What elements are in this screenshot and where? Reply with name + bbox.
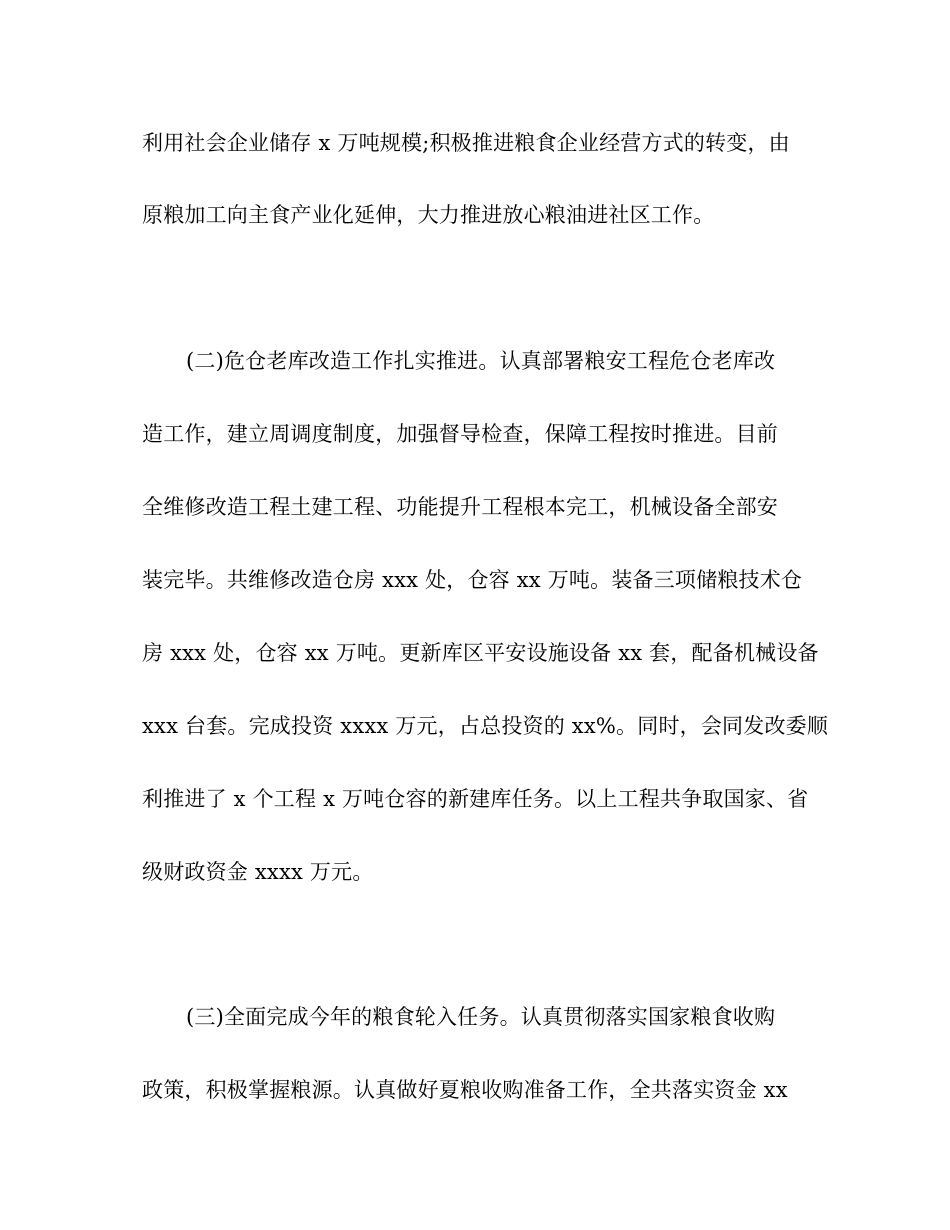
text-line: 房 xxx 处，仓容 xx 万吨。更新库区平安设施设备 xx 套，配备机械设备 (142, 641, 819, 665)
text-line: 政策，积极掌握粮源。认真做好夏粮收购准备工作，全共落实资金 xx (142, 1078, 788, 1102)
text-line: 级财政资金 xxxx 万元。 (142, 860, 374, 884)
text-line: 原粮加工向主食产业化延伸，大力推进放心粮油进社区工作。 (142, 203, 715, 227)
text-line: (二)危仓老库改造工作扎实推进。认真部署粮安工程危仓老库改 (186, 349, 776, 373)
text-line: 利用社会企业储存 x 万吨规模;积极推进粮食企业经营方式的转变，由 (142, 131, 790, 155)
text-line: xxx 台套。完成投资 xxxx 万元，占总投资的 xx%。同时，会同发改委顺 (142, 714, 829, 738)
text-line: 全维修改造工程土建工程、功能提升工程根本完工，机械设备全部安 (142, 495, 778, 519)
text-line: 利推进了 x 个工程 x 万吨仓容的新建库任务。以上工程共争取国家、省 (142, 787, 809, 811)
text-line: (三)全面完成今年的粮食轮入任务。认真贯彻落实国家粮食收购 (186, 1005, 776, 1029)
text-line: 造工作，建立周调度制度，加强督导检查，保障工程按时推进。目前 (142, 422, 778, 446)
text-line: 装完毕。共维修改造仓房 xxx 处，仓容 xx 万吨。装备三项储粮技术仓 (142, 568, 803, 592)
